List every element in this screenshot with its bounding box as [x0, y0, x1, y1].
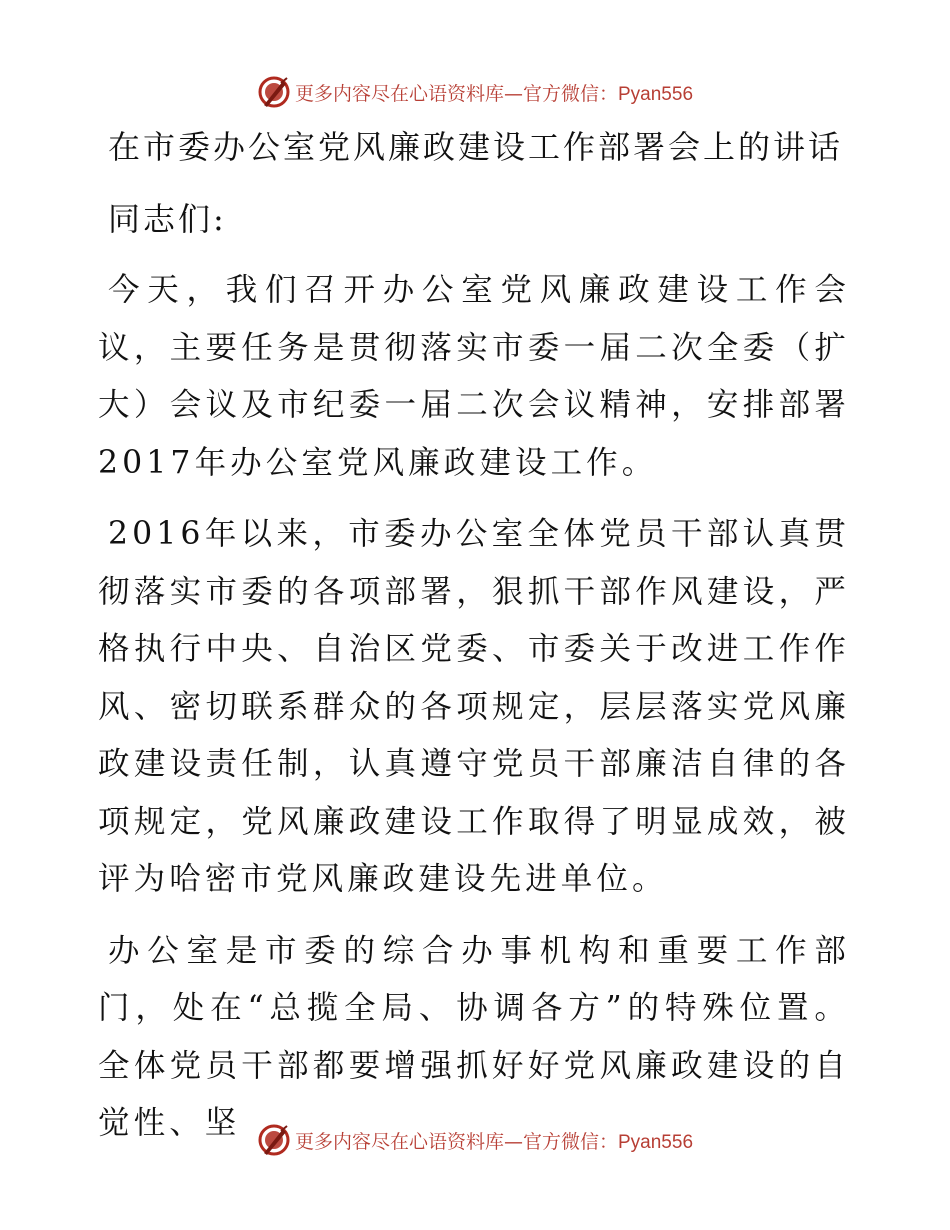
- paragraph-3: 办公室是市委的综合办事机构和重要工作部门，处在“总揽全局、协调各方”的特殊位置。全体党员干部都要增强抓好好党风廉政建设的自觉性、坚: [98, 932, 850, 1141]
- paragraph-2: 2016年以来，市委办公室全体党员干部认真贯彻落实市委的各项部署，狠抓干部作风建设，严格执行中央、自治区党委、市委关于改进工作作风、密切联系群众的各项规定，层层落实党风廉政建设责任制，认真遵守党员干部廉洁自律的各项规定，党风廉政建设工作取得了明显成效，被评为哈密市党风廉政建设先进单位。: [98, 516, 850, 897]
- header-watermark: [0, 72, 950, 112]
- document-body: [98, 118, 850, 1153]
- watermark-brand: Pyan556: [618, 83, 694, 105]
- quill-seal-icon: [257, 1123, 291, 1157]
- watermark-text: 更多内容尽在心语资料库—官方微信：Pyan556: [294, 82, 694, 105]
- quill-seal-icon: [257, 75, 291, 109]
- footer-watermark: [0, 1120, 950, 1160]
- watermark-brand: Pyan556: [618, 1131, 694, 1153]
- watermark-text: 更多内容尽在心语资料库—官方微信：Pyan556: [294, 1130, 694, 1153]
- salutation: 同志们:: [108, 200, 227, 238]
- page-title: 在市委办公室党风廉政建设工作部署会上的讲话: [108, 128, 844, 166]
- paragraph-1: 今天，我们召开办公室党风廉政建设工作会议，主要任务是贯彻落实市委一届二次全委（扩大）会议及市纪委一届二次会议精神，安排部署2017年办公室党风廉政建设工作。: [98, 272, 850, 481]
